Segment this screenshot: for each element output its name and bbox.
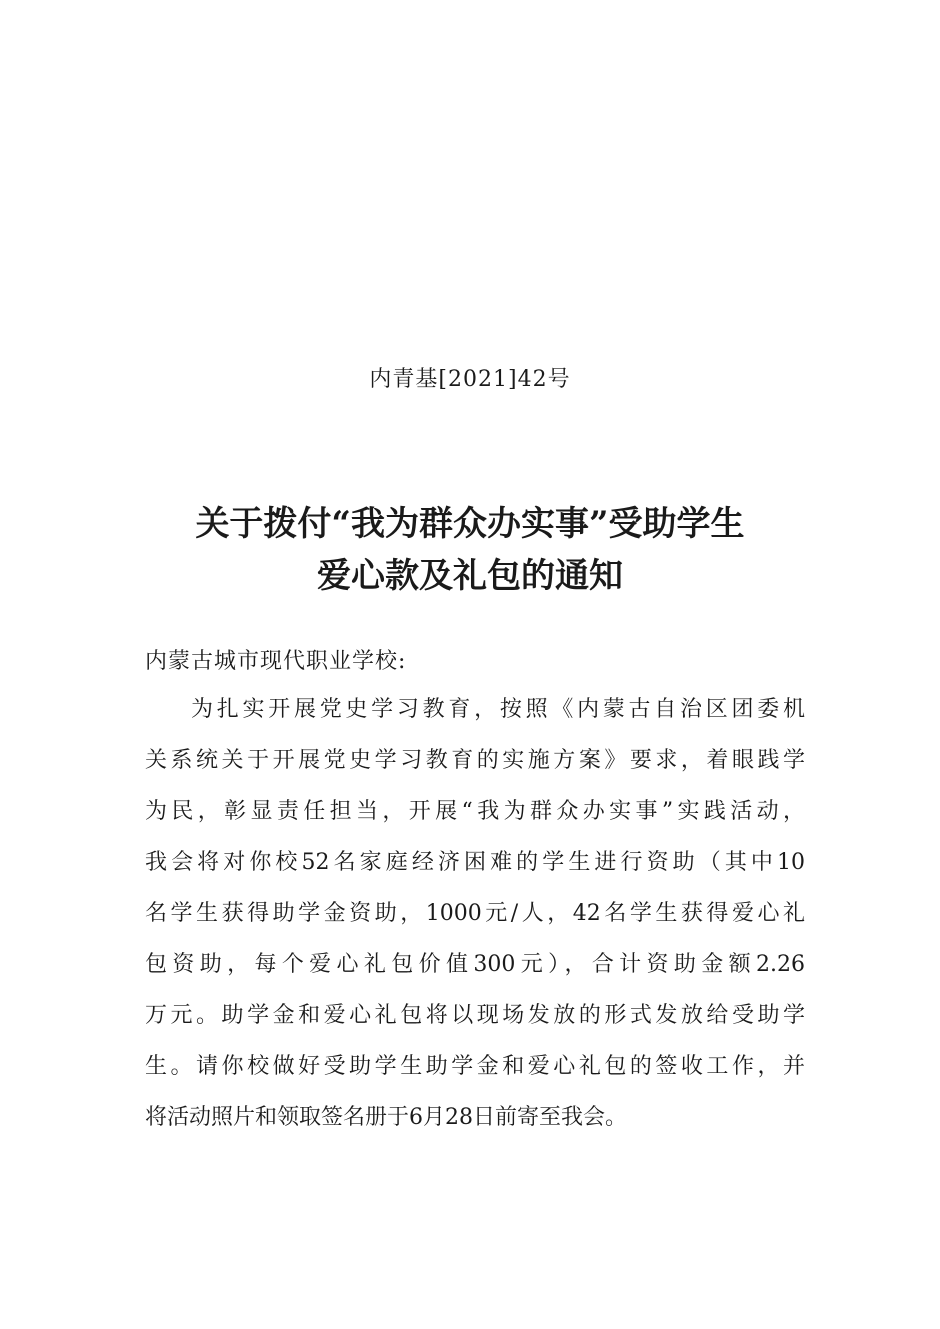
body-line-2: 关系统关于开展党史学习教育的实施方案》要求，着眼践学 — [145, 748, 805, 773]
body-line-3: 为民，彰显责任担当，开展“我为群众办实事”实践活动， — [145, 799, 805, 824]
document-title — [0, 498, 940, 602]
body-paragraph — [145, 692, 805, 1151]
body-line-5: 名学生获得助学金资助，1000元/人，42名学生获得爱心礼 — [145, 901, 805, 926]
document-number: 内青基[2021]42号 — [369, 367, 571, 392]
body-line-4: 我会将对你校52名家庭经济困难的学生进行资助（其中10 — [145, 850, 805, 875]
title-line-2: 爱心款及礼包的通知 — [317, 556, 623, 596]
recipient-salutation: 内蒙古城市现代职业学校: — [145, 649, 407, 674]
body-line-1: 为扎实开展党史学习教育，按照《内蒙古自治区团委机 — [191, 697, 805, 722]
body-line-8: 生。请你校做好受助学生助学金和爱心礼包的签收工作，并 — [145, 1054, 805, 1079]
body-line-7: 万元。助学金和爱心礼包将以现场发放的形式发放给受助学 — [145, 1003, 805, 1028]
body-line-6: 包资助，每个爱心礼包价值300元），合计资助金额2.26 — [145, 952, 805, 977]
body-line-9: 将活动照片和领取签名册于6月28日前寄至我会。 — [145, 1105, 627, 1130]
title-line-1: 关于拨付“我为群众办实事”受助学生 — [195, 504, 745, 544]
